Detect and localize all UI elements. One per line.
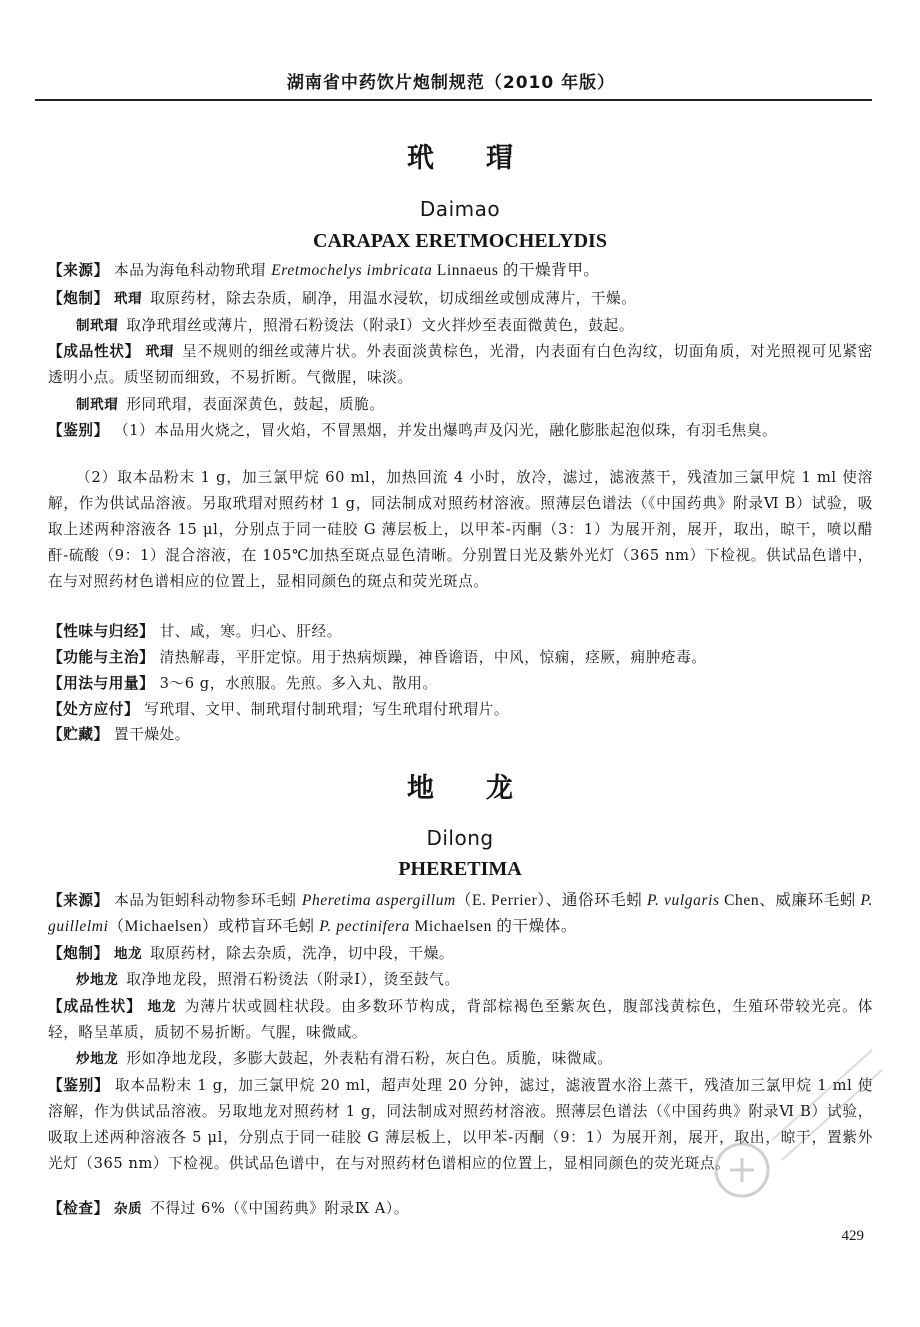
text: 不得过 6%（《中国药典》附录Ⅸ A）。 (150, 1200, 409, 1217)
subsection-label: 制玳瑁 (76, 397, 119, 413)
text: （E. Perrier）、通俗环毛蚓 (455, 892, 647, 909)
section-nature-meridian (48, 619, 873, 645)
text: 形如净地龙段，多膨大鼓起，外表粘有滑石粉，灰白色。质脆，味微咸。 (126, 1050, 613, 1067)
monograph-title-latin: CARAPAX ERETMOCHELYDIS (313, 230, 607, 252)
section-label: 【成品性状】 (48, 998, 142, 1015)
subsection-label: 玳瑁 (145, 344, 175, 360)
text: （Michaelsen）或栉盲环毛蚓 (108, 918, 320, 935)
subsection-label: 地龙 (114, 946, 143, 962)
subsection-label: 炒地龙 (76, 1051, 119, 1067)
text: Michaelsen 的干燥体。 (410, 918, 577, 935)
monograph-title-latin: PHERETIMA (398, 858, 522, 880)
text: 取本品粉末 1 g，加三氯甲烷 20 ml，超声处理 20 分钟，滤过，滤液置水浴上蒸干，残渣加三氯甲烷 1 ml 使溶解，作为供试品溶液。另取地龙对照药材 1 g，同法制成对照药材溶液。照薄层色谱法（《中国药典》附录Ⅵ B）试验，吸取上述两种溶液各 5 μl，分别点于同一硅胶 G 薄层板上，以甲苯-丙酮（9：1）为展开剂，展开，取出，晾干，置紫外光灯（365 nm）下检视。供试品色谱中，在与对照药材色谱相应的位置上，显相同颜色的荧光斑点。 (48, 1077, 873, 1172)
monograph-title-cn: 地龙 (407, 773, 565, 804)
text: 3～6 g，水煎服。先煎。多入丸、散用。 (159, 675, 438, 692)
text: 取净地龙段，照滑石粉烫法（附录Ⅰ），烫至鼓气。 (126, 971, 460, 988)
section-source (48, 258, 873, 284)
text: 写玳瑁、文甲、制玳瑁付制玳瑁；写生玳瑁付玳瑁片。 (144, 701, 510, 718)
section-label: 【检查】 (48, 1200, 109, 1217)
section-label: 【鉴别】 (48, 1077, 110, 1094)
section-label: 【来源】 (48, 262, 109, 279)
text: 为薄片状或圆柱状段。由多数环节构成，背部棕褐色至紫灰色，腹部浅黄棕色，生殖环带较光亮。体轻，略呈革质，质韧不易折断。气腥，味微咸。 (48, 998, 873, 1041)
section-processed-variant (48, 967, 873, 993)
running-header: 湖南省中药饮片炮制规范（2010 年版） (286, 73, 616, 93)
section-label: 【功能与主治】 (48, 649, 155, 666)
page-number: 429 (841, 1228, 864, 1244)
section-processing (48, 286, 873, 312)
monograph-title-cn: 玳瑁 (407, 143, 565, 174)
text: 形同玳瑁，表面深黄色，鼓起，质脆。 (126, 396, 385, 413)
latin-name: P. vulgaris (646, 892, 720, 909)
subsection-label: 炒地龙 (76, 972, 119, 988)
monograph-title-pinyin: Dilong (426, 826, 494, 850)
text: 置干燥处。 (114, 726, 191, 743)
section-processed-variant (48, 313, 873, 339)
subsection-label: 杂质 (114, 1201, 143, 1217)
section-label: 【成品性状】 (48, 343, 141, 360)
latin-name: P. guillelmi (48, 892, 873, 935)
latin-name: P. pectinifera (319, 918, 411, 935)
watermark-logo (702, 1020, 892, 1210)
subsection-label: 制玳瑁 (76, 318, 119, 334)
text: 本品为海龟科动物玳瑁 (114, 262, 272, 279)
latin-name: Pheretima aspergillum (301, 892, 456, 909)
text: 取原药材，除去杂质，刷净，用温水浸软，切成细丝或刨成薄片，干燥。 (150, 290, 637, 307)
text: 取原药材，除去杂质，洗净，切中段，干燥。 (150, 945, 455, 962)
section-label: 【性味与归经】 (48, 623, 155, 640)
text: （2）取本品粉末 1 g，加三氯甲烷 60 ml，加热回流 4 小时，放冷，滤过，滤液蒸干，残渣加三氯甲烷 1 ml 使溶解，作为供试品溶液。另取玳瑁对照药材 1 g，同法制成对照药材溶液。照薄层色谱法（《中国药典》附录Ⅵ B）试验，吸取上述两种溶液各 15 μl，分别点于同一硅胶 G 薄层板上，以甲苯-丙酮（3：1）为展开剂，展开，取出，晾干，喷以醋酐-硫酸（9：1）混合溶液，在 105℃加热至斑点显色清晰。分别置日光及紫外光灯（365 nm）下检视。供试品色谱中，在与对照药材色谱相应的位置上，显相同颜色的斑点和荧光斑点。 (48, 469, 873, 590)
section-label: 【鉴别】 (48, 422, 109, 439)
section-identification-tlc (48, 465, 873, 595)
text: 本品为钜蚓科动物参环毛蚓 (114, 892, 302, 909)
section-functions (48, 645, 873, 671)
section-label: 【炮制】 (48, 290, 109, 307)
section-label: 【炮制】 (48, 945, 109, 962)
section-dosage (48, 671, 873, 697)
header-rule (35, 99, 872, 101)
text: 甘、咸，寒。归心、肝经。 (159, 623, 342, 640)
section-label: 【来源】 (48, 892, 109, 909)
section-processed-characteristics (48, 392, 873, 418)
section-storage (48, 722, 873, 748)
section-label: 【处方应付】 (48, 701, 140, 718)
text: Linnaeus 的干燥背甲。 (432, 262, 600, 279)
section-identification (48, 418, 873, 444)
section-label: 【贮藏】 (48, 726, 109, 743)
text: Chen、威廉环毛蚓 (719, 892, 861, 909)
subsection-label: 玳瑁 (114, 291, 143, 307)
text: 取净玳瑁丝或薄片，照滑石粉烫法（附录Ⅰ）文火拌炒至表面微黄色，鼓起。 (126, 317, 635, 334)
section-processing (48, 941, 873, 967)
latin-name: Eretmochelys imbricata (271, 262, 433, 279)
section-label: 【用法与用量】 (48, 675, 155, 692)
text: （1）本品用火烧之，冒火焰，不冒黑烟，并发出爆鸣声及闪光，融化膨胀起泡似珠，有羽毛焦臭。 (114, 422, 778, 439)
text: 清热解毒，平肝定惊。用于热病烦躁，神昏谵语，中风，惊痫，痉厥，痈肿疮毒。 (159, 649, 707, 666)
section-prescription (48, 697, 873, 723)
text: 呈不规则的细丝或薄片状。外表面淡黄棕色，光滑，内表面有白色沟纹，切面角质，对光照视可见紧密透明小点。质坚韧而细致，不易折断。气微腥，味淡。 (48, 343, 873, 386)
section-source (48, 888, 873, 940)
section-characteristics (48, 339, 873, 391)
monograph-title-pinyin: Daimao (419, 197, 501, 221)
subsection-label: 地龙 (147, 999, 177, 1015)
